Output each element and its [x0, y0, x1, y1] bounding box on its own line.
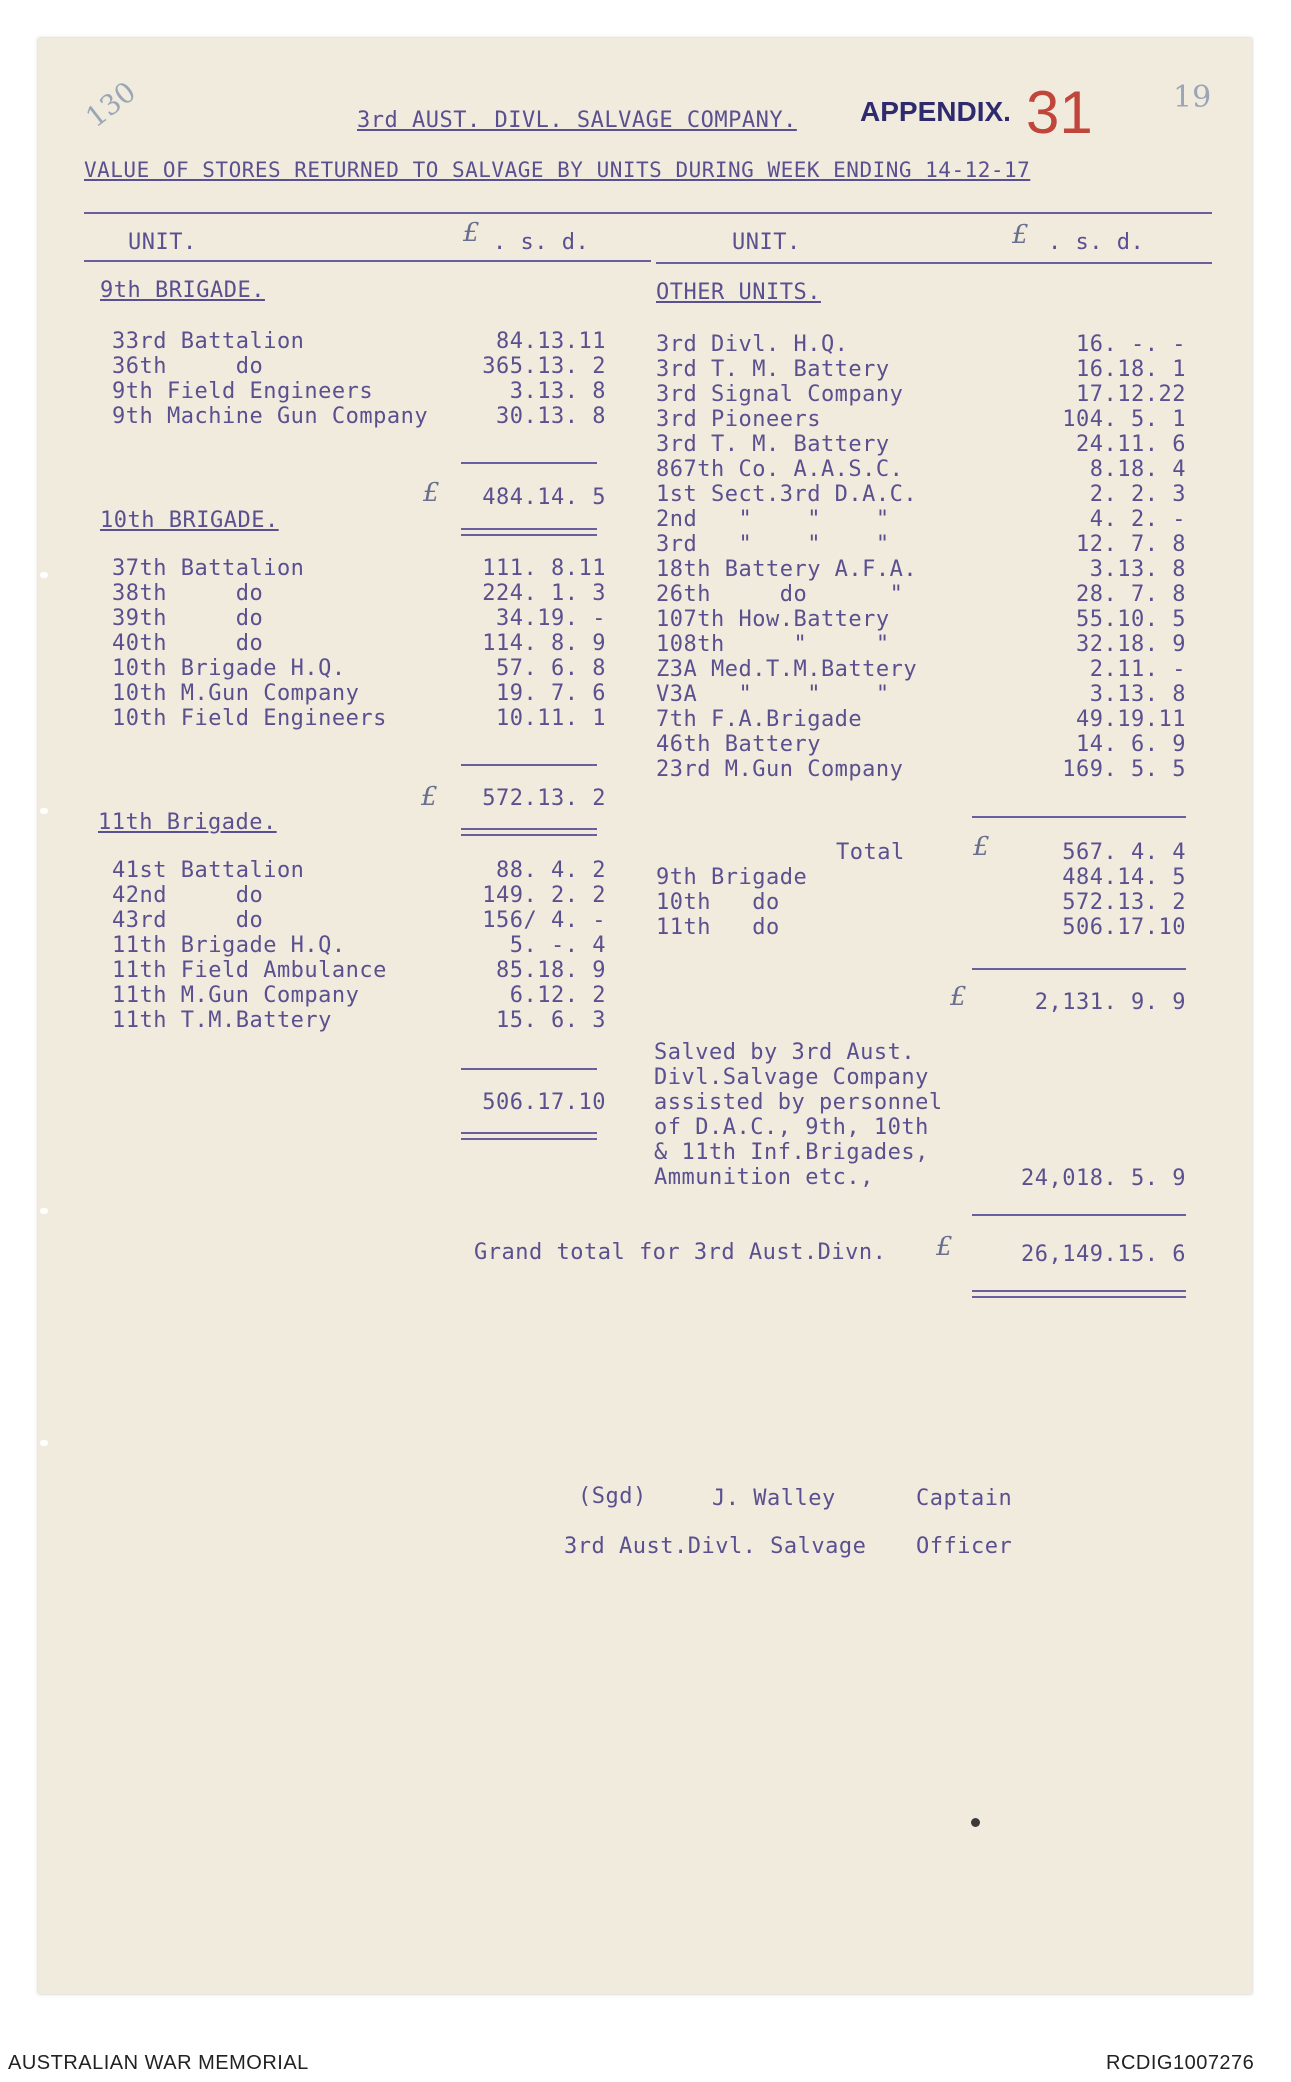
table-row [38, 332, 1238, 357]
summary-value: 484.14. 5 [1062, 865, 1186, 890]
unit-value: 84.13.11 [496, 329, 606, 354]
unit-name: 9th Machine Gun Company [112, 404, 429, 429]
table-row [38, 1008, 638, 1033]
unit-value: 85.18. 9 [496, 958, 606, 983]
summary-value: 572.13. 2 [1062, 890, 1186, 915]
unit-value: 111. 8.11 [482, 556, 606, 581]
table-row [38, 732, 1238, 757]
brigade10-double-rule-b [461, 834, 597, 836]
unit-value: 6.12. 2 [509, 983, 606, 1008]
unit-name: 11th Field Ambulance [112, 958, 387, 983]
summary-sum-rule [972, 968, 1186, 970]
unit-value: 55.10. 5 [1076, 607, 1186, 632]
unit-value: 88. 4. 2 [496, 858, 606, 883]
unit-name: Z3A Med.T.M.Battery [656, 657, 918, 682]
table-row [38, 890, 1238, 915]
right-pound-header: £ [1012, 220, 1029, 250]
unit-name: 36th do [112, 354, 264, 379]
unit-name: 10th Brigade H.Q. [112, 656, 346, 681]
signature-rank: Captain [916, 1486, 1013, 1511]
signature-sgd: (Sgd) [578, 1484, 647, 1509]
table-row [38, 407, 1238, 432]
table-row [38, 457, 1238, 482]
unit-name: 7th F.A.Brigade [656, 707, 863, 732]
unit-name: 39th do [112, 606, 264, 631]
unit-name: 11th T.M.Battery [112, 1008, 332, 1033]
unit-value: 104. 5. 1 [1062, 407, 1186, 432]
unit-value: 3.13. 8 [1089, 557, 1186, 582]
footer-source-left: AUSTRALIAN WAR MEMORIAL [8, 2052, 309, 2074]
document-subtitle: VALUE OF STORES RETURNED TO SALVAGE BY UNITS DURING WEEK ENDING 14-12-17 [84, 158, 1031, 182]
summary-label: 10th do [656, 890, 780, 915]
unit-name: 10th M.Gun Company [112, 681, 360, 706]
brigade9-pound: £ [423, 478, 440, 508]
table-row [38, 582, 1238, 607]
unit-name: 3rd T. M. Battery [656, 357, 890, 382]
unit-value: 2.11. - [1089, 657, 1186, 682]
unit-value: 8.18. 4 [1089, 457, 1186, 482]
unit-name: 18th Battery A.F.A. [656, 557, 918, 582]
unit-value: 224. 1. 3 [482, 581, 606, 606]
unit-value: 32.18. 9 [1076, 632, 1186, 657]
unit-value: 114. 8. 9 [482, 631, 606, 656]
unit-value: 10.11. 1 [496, 706, 606, 731]
subtotal-pound: £ [950, 982, 967, 1012]
signature-name: J. Walley [712, 1486, 836, 1511]
table-row [38, 432, 1238, 457]
table-row [38, 507, 1238, 532]
table-row [38, 915, 1238, 940]
unit-value: 14. 6. 9 [1076, 732, 1186, 757]
table-row [38, 557, 1238, 582]
summary-label: 9th Brigade [656, 865, 808, 890]
brigade11-double-rule-b [461, 1138, 597, 1140]
table-row [38, 382, 1238, 407]
table-row [38, 357, 1238, 382]
unit-value: 24.11. 6 [1076, 432, 1186, 457]
unit-value: 149. 2. 2 [482, 883, 606, 908]
header-top-rule [84, 212, 1212, 214]
table-row [38, 865, 1238, 890]
grand-total-pound: £ [936, 1232, 953, 1262]
unit-name: 867th Co. A.A.S.C. [656, 457, 904, 482]
summary-value: 506.17.10 [1062, 915, 1186, 940]
table-row [38, 958, 638, 983]
unit-value: 169. 5. 5 [1062, 757, 1186, 782]
unit-value: 3.13. 8 [509, 379, 606, 404]
unit-name: 33rd Battalion [112, 329, 305, 354]
unit-name: 108th " " [656, 632, 890, 657]
header-bottom-rule [84, 260, 651, 262]
appendix-number: 31 [1026, 79, 1093, 146]
brigade11-sum-rule [461, 1068, 597, 1070]
summary-total-label: Total [836, 840, 905, 865]
grand-total-value: 26,149.15. 6 [1021, 1242, 1186, 1267]
right-lsd-header: . s. d. [1048, 230, 1145, 255]
unit-name: 41st Battalion [112, 858, 305, 883]
unit-name: 10th Field Engineers [112, 706, 387, 731]
brigade9-total: 484.14. 5 [482, 485, 606, 510]
unit-name: 11th M.Gun Company [112, 983, 360, 1008]
brigade9-title: 9th BRIGADE. [100, 278, 265, 303]
unit-name: 1st Sect.3rd D.A.C. [656, 482, 918, 507]
grand-total-double-rule-b [972, 1296, 1186, 1298]
unit-name: 42nd do [112, 883, 264, 908]
summary-total-value: 567. 4. 4 [1062, 840, 1186, 865]
salved-value: 24,018. 5. 9 [1021, 1166, 1186, 1191]
signature-title: Officer [916, 1534, 1013, 1559]
pencil-folio-left: 130 [79, 75, 142, 134]
unit-name: 38th do [112, 581, 264, 606]
other-units-title: OTHER UNITS. [656, 280, 821, 305]
other-units-sum-rule [972, 816, 1186, 818]
unit-name: 3rd " " " [656, 532, 890, 557]
unit-name: 23rd M.Gun Company [656, 757, 904, 782]
unit-value: 156/ 4. - [482, 908, 606, 933]
unit-value: 49.19.11 [1076, 707, 1186, 732]
company-title: 3rd AUST. DIVL. SALVAGE COMPANY. [357, 108, 797, 133]
unit-name: 46th Battery [656, 732, 821, 757]
brigade10-double-rule-a [461, 828, 597, 830]
unit-name: 3rd Divl. H.Q. [656, 332, 849, 357]
brigade11-double-rule-a [461, 1132, 597, 1134]
punch-hole [40, 1440, 48, 1446]
unit-name: 11th Brigade H.Q. [112, 933, 346, 958]
brigade11-total: 506.17.10 [482, 1090, 606, 1115]
summary-subtotal: 2,131. 9. 9 [1034, 990, 1186, 1015]
unit-name: 2nd " " " [656, 507, 890, 532]
unit-name: 3rd Signal Company [656, 382, 904, 407]
unit-value: 4. 2. - [1089, 507, 1186, 532]
unit-value: 2. 2. 3 [1089, 482, 1186, 507]
table-row [38, 983, 638, 1008]
unit-name: V3A " " " [656, 682, 890, 707]
unit-value: 15. 6. 3 [496, 1008, 606, 1033]
unit-name: 40th do [112, 631, 264, 656]
table-row [38, 607, 1238, 632]
header-bottom-rule-right [656, 262, 1212, 264]
unit-value: 12. 7. 8 [1076, 532, 1186, 557]
left-lsd-header: . s. d. [493, 230, 590, 255]
footer-source-right: RCDIG1007276 [1106, 2052, 1255, 2074]
salved-note: Salved by 3rd Aust. Divl.Salvage Company assisted by personnel of D.A.C., 9th, 10th & 11th Inf.Brigades, Ammunition etc., [654, 1040, 943, 1190]
salved-sum-rule [972, 1214, 1186, 1216]
table-row [38, 682, 1238, 707]
left-pound-header: £ [463, 218, 480, 248]
table-row [38, 757, 1238, 782]
unit-name: 3rd Pioneers [656, 407, 821, 432]
punch-hole [40, 1208, 48, 1214]
ink-speck [971, 1818, 980, 1827]
punch-hole [40, 808, 48, 814]
unit-value: 28. 7. 8 [1076, 582, 1186, 607]
unit-value: 365.13. 2 [482, 354, 606, 379]
unit-value: 30.13. 8 [496, 404, 606, 429]
unit-name: 3rd T. M. Battery [656, 432, 890, 457]
table-row [38, 707, 1238, 732]
unit-value: 3.13. 8 [1089, 682, 1186, 707]
table-row [38, 657, 1238, 682]
unit-name: 107th How.Battery [656, 607, 890, 632]
summary-pound: £ [973, 832, 990, 862]
pencil-folio-right: 19 [1173, 80, 1212, 115]
unit-value: 16.18. 1 [1076, 357, 1186, 382]
punch-hole [40, 572, 48, 578]
unit-name: 43rd do [112, 908, 264, 933]
grand-total-double-rule-a [972, 1290, 1186, 1292]
brigade11-title: 11th Brigade. [98, 810, 277, 835]
unit-value: 57. 6. 8 [496, 656, 606, 681]
right-unit-header: UNIT. [732, 230, 801, 255]
brigade10-title: 10th BRIGADE. [100, 508, 279, 533]
table-row [38, 482, 1238, 507]
unit-name: 26th do " [656, 582, 904, 607]
brigade10-total: 572.13. 2 [482, 786, 606, 811]
unit-value: 19. 7. 6 [496, 681, 606, 706]
left-unit-header: UNIT. [128, 230, 197, 255]
unit-name: 37th Battalion [112, 556, 305, 581]
brigade10-pound: £ [421, 782, 438, 812]
unit-value: 17.12.22 [1076, 382, 1186, 407]
unit-value: 34.19. - [496, 606, 606, 631]
unit-value: 16. -. - [1076, 332, 1186, 357]
summary-label: 11th do [656, 915, 780, 940]
unit-name: 9th Field Engineers [112, 379, 374, 404]
unit-value: 5. -. 4 [509, 933, 606, 958]
table-row [38, 632, 1238, 657]
appendix-label: APPENDIX. [860, 96, 1011, 127]
document-page [38, 38, 1252, 1994]
table-row [38, 532, 1238, 557]
signature-office: 3rd Aust.Divl. Salvage [564, 1534, 867, 1559]
grand-total-label: Grand total for 3rd Aust.Divn. [474, 1240, 887, 1265]
